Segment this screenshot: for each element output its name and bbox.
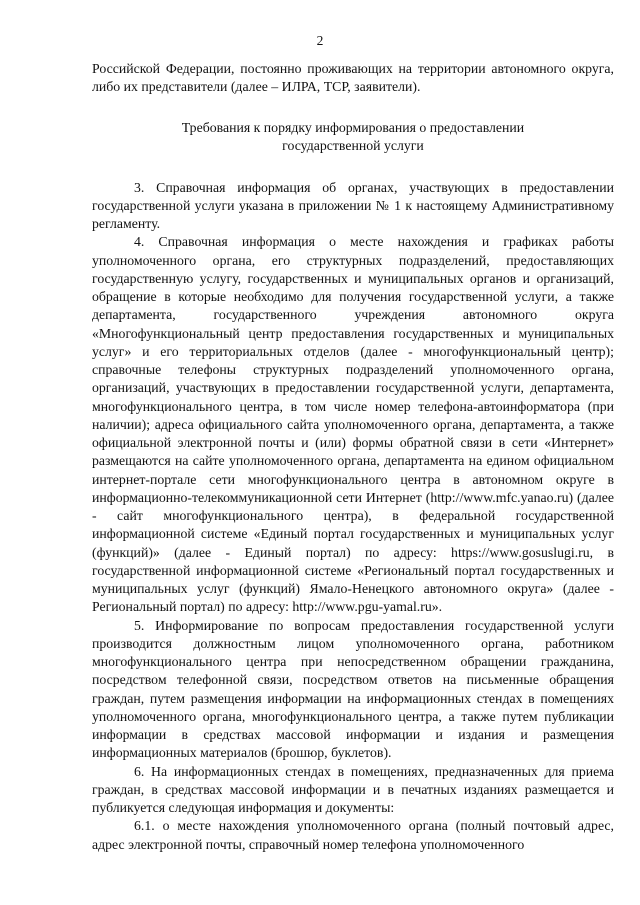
paragraph-6-1: 6.1. о месте нахождения уполномоченного органа (полный почтовый адрес, адрес электронной почты, справочный номер телефона уполномоченного xyxy=(92,818,614,852)
section-heading-line-2: государственной услуги xyxy=(282,138,424,153)
paragraph-3: 3. Справочная информация об органах, участвующих в предоставлении государственной услуги указана в приложении № 1 к настоящему Административному регламенту. xyxy=(92,179,614,231)
page-number: 2 xyxy=(316,33,324,48)
paragraph-6: 6. На информационных стендах в помещениях, предназначенных для приема граждан, в средствах массовой информации и в печатных изданиях размещается и публикуется следующая информация и документы: xyxy=(92,763,614,815)
section-heading-line-1: Требования к порядку информирования о предоставлении xyxy=(181,119,525,135)
paragraph-5: 5. Информирование по вопросам предоставления государственной услуги производится должностным лицом уполномоченного органа, работником многофункционального центра при непосредственном обращении гражданина, посредством телефонной связи, посредством ответов на письменные обращения граждан, путем размещения информации на информационных стендах в помещениях уполномоченного органа, многофункционального центра, а также путем публикации информации в средствах массовой информации и издания и размещения информационных материалов (брошюр, буклетов). xyxy=(92,617,614,761)
document-body xyxy=(92,60,614,854)
paragraph-4: 4. Справочная информация о месте нахождения и графиках работы уполномоченного органа, его структурных подразделений, предоставляющих государственную услугу, государственных и муниципальных органов и организаций, обращение в которые необходимо для получения государственной услуги, а также департамента, государственного учреждения автономного округа «Многофункциональный центр предоставления государственных и муниципальных услуг» и его территориальных отделов (далее - многофункциональный центр); справочные телефоны структурных подразделений уполномоченного органа, организаций, участвующих в предоставлении государственной услуги, департамента, многофункционального центра, в том числе номер телефона-автоинформатора (при наличии); адреса официального сайта уполномоченного органа, департамента, а также официальной электронной почты и (или) формы обратной связи в сети «Интернет» размещаются на сайте уполномоченного органа, департамента на едином официальном интернет-портале сети многофункционального центра в автономном округе в информационно-телекоммуникационной сети Интернет (http://www.mfc.yanao.ru) (далее - сайт многофункционального центра), в федеральной государственной информационной системе «Единый портал государственных и муниципальных услуг (функций)» (далее - Единый портал) по адресу: https://www.gosuslugi.ru, в государственной информационной системе «Региональный портал государственных и муниципальных услуг (функций) Ямало-Ненецкого автономного округа» (далее - Региональный портал) по адресу: http://www.pgu-yamal.ru». xyxy=(92,234,614,615)
intro-paragraph: Российской Федерации, постоянно проживающих на территории автономного округа, либо их представители (далее – ИЛРА, ТСР, заявители). xyxy=(92,61,614,95)
section-heading xyxy=(92,119,614,156)
